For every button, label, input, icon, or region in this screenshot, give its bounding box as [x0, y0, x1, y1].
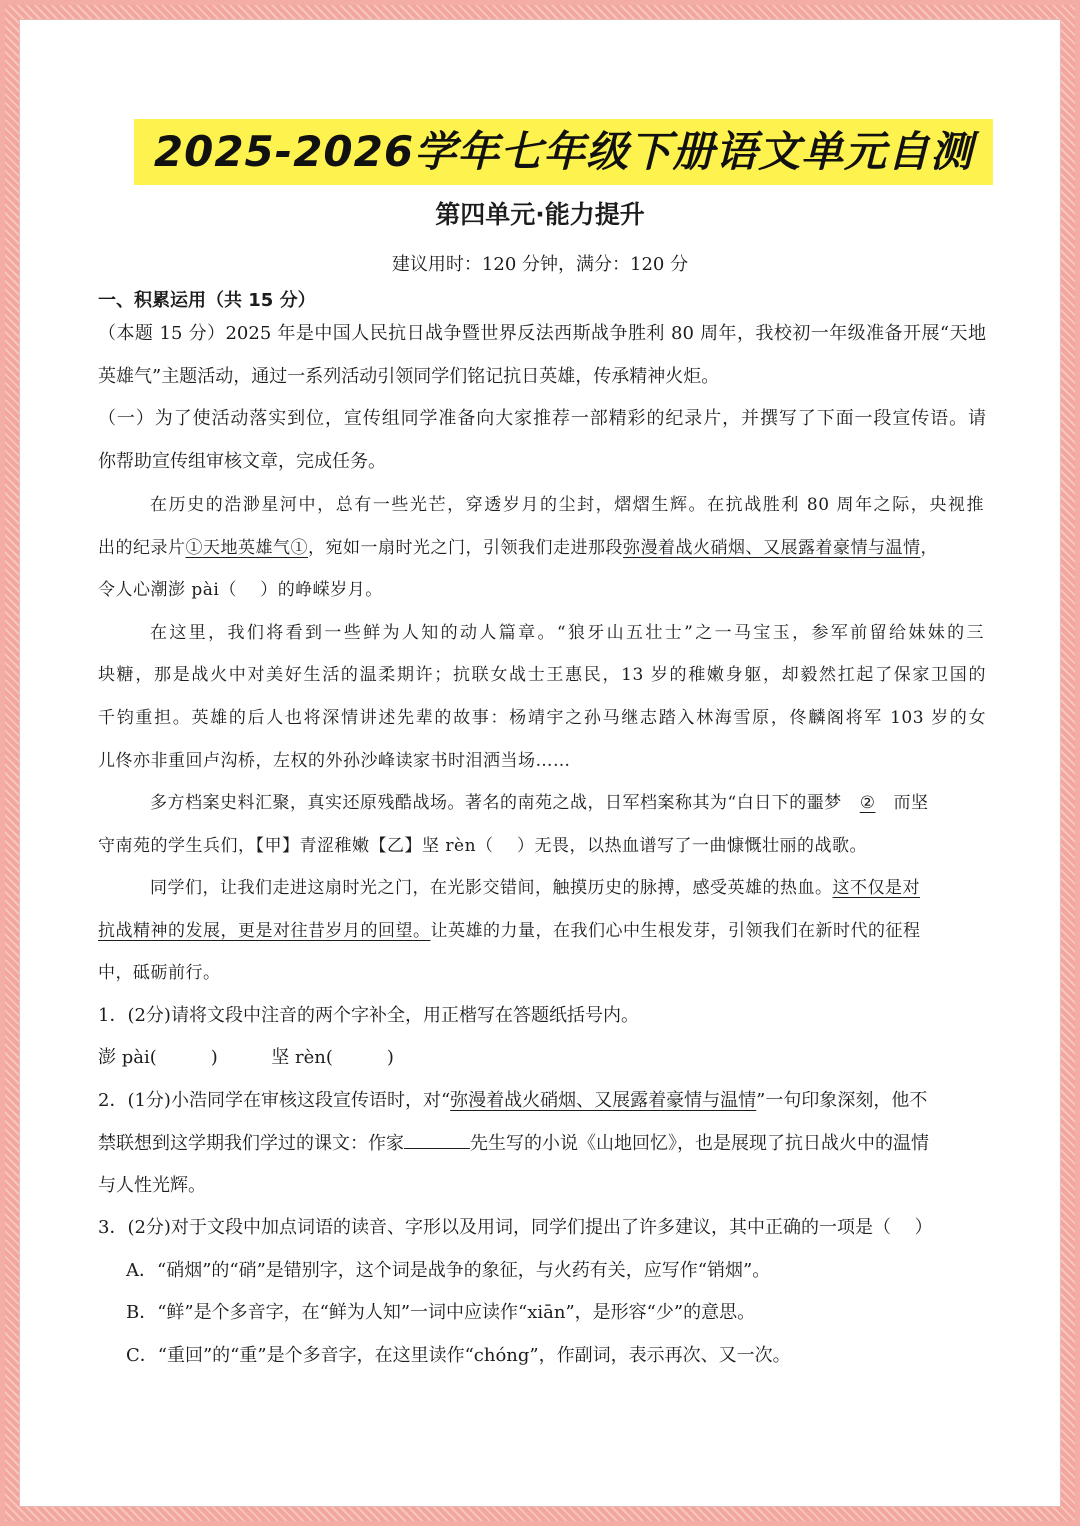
passage-p3-line-2: 守南苑的学生兵们，【甲】青涩稚嫩【乙】坚 rèn（ ）无畏，以热血谱写了一曲慷慨壮丽的战歌。 [98, 836, 867, 856]
passage-p1-line-1: 在历史的浩渺星河中，总有一些光芒，穿透岁月的尘封，熠熠生辉。在抗战胜利 80 周年之际，央视推 [150, 495, 984, 515]
text: ”一句印象深刻，他不 [756, 1090, 928, 1111]
passage-p1-line-2 [98, 535, 986, 561]
answer-ren: 坚 rèn( ) [271, 1047, 394, 1068]
question-2-line-2 [98, 1130, 986, 1157]
passage-p2-line-4: 儿佟亦非重回卢沟桥，左权的外孙沙峰读家书时泪洒当场…… [98, 751, 571, 771]
underlined-sentence: 这不仅是对 [832, 878, 920, 898]
option-b[interactable]: B．“鲜”是个多音字，在“鲜为人知”一词中应读作“xiān”，是形容“少”的意思。 [126, 1302, 756, 1323]
passage-p2-line-2: 块糖，那是战火中对美好生活的温柔期许；抗联女战士王惠民，13 岁的稚嫩身躯，却毅然扛起了保家卫国的 [98, 665, 986, 685]
underlined-film-title: ①天地英雄气① [185, 538, 308, 558]
text: 禁联想到这学期我们学过的课文：作家 [98, 1133, 404, 1154]
text: 而坚 [893, 793, 929, 813]
question-3: 3．(2分)对于文段中加点词语的读音、字形以及用词，同学们提出了许多建议，其中正确的一项是（ ） [98, 1217, 933, 1238]
underlined-phrase: 弥漫着战火硝烟、又展露着豪情与温情 [450, 1090, 757, 1111]
text: 多方档案史料汇聚，真实还原残酷战场。著名的南苑之战，日军档案称其为“白日下的噩梦 [150, 793, 842, 813]
text: 出的纪录片 [98, 538, 186, 558]
intro-line-1: （本题 15 分）2025 年是中国人民抗日战争暨世界反法西斯战争胜利 80 周年，我校初一年级准备开展“天地 [98, 323, 986, 344]
text: 同学们，让我们走进这扇时光之门，在光影交错间，触摸历史的脉搏，感受英雄的热血。 [150, 878, 833, 898]
question-1: 1．(2分)请将文段中注音的两个字补全，用正楷写在答题纸括号内。 [98, 1005, 639, 1026]
underlined-sentence: 抗战精神的发展，更是对往昔岁月的回望。 [98, 921, 431, 941]
time-info: 建议用时：120 分钟，满分：120 分 [391, 254, 689, 275]
text: 先生写的小说《山地回忆》，也是展现了抗日战火中的温情 [470, 1133, 929, 1154]
passage-p4-line-3: 中，砥砺前行。 [98, 963, 221, 983]
underlined-phrase: 弥漫着战火硝烟、又展露着豪情与温情 [623, 538, 921, 558]
option-c[interactable]: C．“重回”的“重”是个多音字，在这里读作“chóng”，作副词，表示再次、又一次。 [126, 1345, 791, 1366]
intro-line-2: 英雄气”主题活动，通过一系列活动引领同学们铭记抗日英雄，传承精神火炬。 [98, 366, 720, 387]
unit-subtitle: 第四单元·能力提升 [435, 200, 645, 229]
section-heading: 一、积累运用（共 15 分） [98, 290, 316, 311]
option-a[interactable]: A．“硝烟”的“硝”是错别字，这个词是战争的象征，与火药有关，应写作“销烟”。 [126, 1260, 771, 1281]
passage-p3-line-1 [150, 790, 984, 816]
question-1-answers [98, 1045, 986, 1071]
intro-line-4: 你帮助宣传组审核文章，完成任务。 [98, 451, 386, 472]
passage-p4-line-2 [98, 918, 986, 944]
answer-pai: 澎 pài( ) [98, 1047, 218, 1068]
intro-line-3: （一）为了使活动落实到位，宣传组同学准备向大家推荐一部精彩的纪录片，并撰写了下面一段宣传语。请 [98, 408, 986, 429]
blank-2: ② [859, 793, 876, 813]
question-2-line-1 [98, 1088, 986, 1114]
text: ， [920, 538, 938, 558]
text: ，宛如一扇时光之门，引领我们走进那段 [308, 538, 623, 558]
page-title: 2025-2026学年七年级下册语文单元自测 [153, 127, 974, 176]
passage-p1-line-3: 令人心潮澎 pài（ ）的峥嵘岁月。 [98, 580, 383, 600]
text: 2．(1分)小浩同学在审核这段宣传语时，对“ [98, 1090, 451, 1111]
question-2-line-3: 与人性光辉。 [98, 1175, 206, 1196]
author-blank[interactable] [404, 1130, 470, 1149]
passage-p2-line-1: 在这里，我们将看到一些鲜为人知的动人篇章。“狼牙山五壮士”之一马宝玉，参军前留给妹妹的三 [150, 623, 984, 643]
passage-p4-line-1 [150, 875, 984, 901]
passage-p2-line-3: 千钧重担。英雄的后人也将深情讲述先辈的故事：杨靖宇之孙马继志踏入林海雪原，佟麟阁将军 103 岁的女 [98, 708, 986, 728]
text: 让英雄的力量，在我们心中生根发芽，引领我们在新时代的征程 [430, 921, 921, 941]
